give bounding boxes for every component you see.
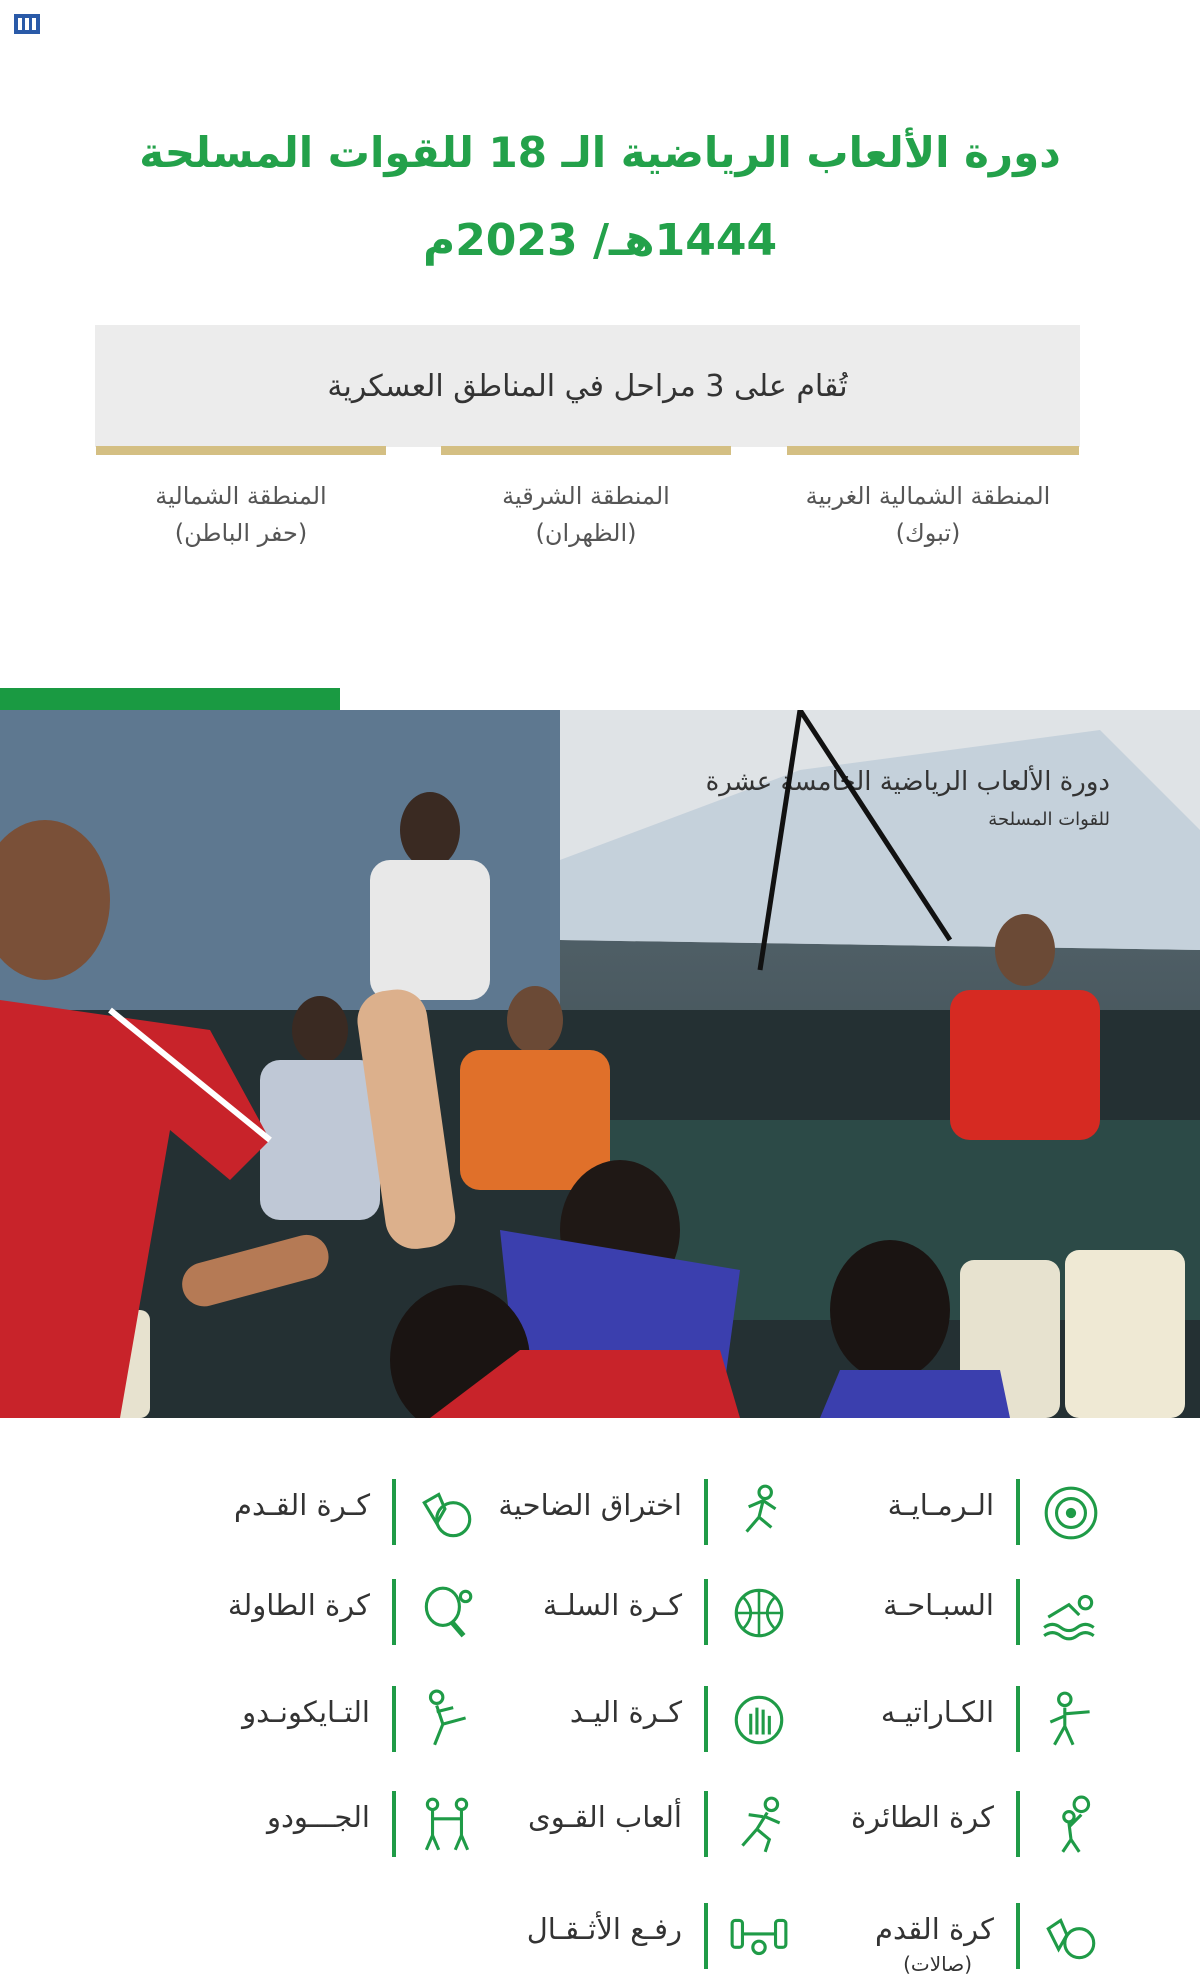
sport-label: الكـاراتيـه bbox=[880, 1695, 994, 1729]
sport-divider bbox=[704, 1579, 708, 1645]
sport-item bbox=[460, 1574, 790, 1654]
spa-logo-icon bbox=[14, 14, 40, 34]
sport-item bbox=[460, 1898, 790, 1978]
sport-label: رفـع الأثـقـال bbox=[526, 1912, 682, 1946]
sport-sublabel: (صالات) bbox=[903, 1952, 972, 1976]
runner-icon bbox=[728, 1482, 790, 1544]
region-northwest bbox=[763, 478, 1093, 552]
sport-label: كـرة القـدم bbox=[234, 1488, 370, 1522]
region-east bbox=[421, 478, 751, 552]
athletics-icon bbox=[728, 1794, 790, 1856]
sport-divider bbox=[704, 1791, 708, 1857]
sport-divider bbox=[1016, 1791, 1020, 1857]
sport-label: السبـاحـة bbox=[883, 1588, 994, 1622]
handball-photo bbox=[0, 710, 1200, 1418]
basketball-icon bbox=[728, 1582, 790, 1644]
sport-divider bbox=[1016, 1479, 1020, 1545]
sport-divider bbox=[392, 1479, 396, 1545]
handball-icon bbox=[728, 1689, 790, 1751]
region-divider bbox=[441, 446, 731, 455]
sport-item bbox=[148, 1574, 478, 1654]
sport-divider bbox=[1016, 1903, 1020, 1969]
sport-divider bbox=[704, 1686, 708, 1752]
sport-label: كـرة السلـة bbox=[542, 1588, 682, 1622]
sport-label: التـايكونـدو bbox=[242, 1695, 370, 1729]
futsal-icon bbox=[1040, 1906, 1102, 1968]
sport-item bbox=[148, 1474, 478, 1554]
region-city: (الظهران) bbox=[535, 519, 637, 547]
sport-divider bbox=[392, 1791, 396, 1857]
stages-banner-text: تُقام على 3 مراحل في المناطق العسكرية bbox=[327, 368, 848, 404]
sport-item bbox=[148, 1681, 478, 1761]
sport-label: الـرمـايـة bbox=[887, 1488, 994, 1522]
volleyball-icon bbox=[1040, 1794, 1102, 1856]
sport-label: كـرة اليـد bbox=[569, 1695, 682, 1729]
sports-grid bbox=[0, 1418, 1200, 1988]
sport-item bbox=[772, 1474, 1102, 1554]
sport-item bbox=[772, 1898, 1102, 1978]
region-city: (تبوك) bbox=[895, 519, 961, 547]
sport-label: كرة الطائرة bbox=[850, 1800, 994, 1834]
sport-item bbox=[772, 1574, 1102, 1654]
photo-banner-text: دورة الألعاب الرياضية الخامسة عشرة bbox=[705, 767, 1110, 797]
football-icon bbox=[416, 1482, 478, 1544]
stages-banner bbox=[95, 325, 1080, 447]
swimmer-icon bbox=[1040, 1582, 1102, 1644]
sport-divider bbox=[1016, 1579, 1020, 1645]
photo-banner-text-2: للقوات المسلحة bbox=[988, 809, 1110, 830]
sport-label: كرة القدم bbox=[875, 1912, 994, 1946]
sport-divider bbox=[1016, 1686, 1020, 1752]
region-city: (حفر الباطن) bbox=[174, 519, 308, 547]
sport-divider bbox=[704, 1903, 708, 1969]
region-name: المنطقة الشمالية الغربية bbox=[805, 482, 1051, 510]
sport-item bbox=[772, 1681, 1102, 1761]
weightlifting-icon bbox=[728, 1906, 790, 1968]
page-subtitle-year: 1444هـ/ 2023م bbox=[422, 215, 778, 266]
sport-divider bbox=[392, 1579, 396, 1645]
sport-item bbox=[460, 1474, 790, 1554]
table-tennis-icon bbox=[416, 1582, 478, 1644]
sport-divider bbox=[392, 1686, 396, 1752]
sport-item bbox=[460, 1786, 790, 1866]
region-name: المنطقة الشمالية bbox=[155, 482, 327, 510]
region-divider bbox=[787, 446, 1079, 455]
sport-label: اختراق الضاحية bbox=[498, 1488, 682, 1522]
sport-divider bbox=[704, 1479, 708, 1545]
page-title: دورة الألعاب الرياضية الـ 18 للقوات المسلحة bbox=[139, 128, 1061, 177]
sport-label: كرة الطاولة bbox=[227, 1588, 370, 1622]
target-icon bbox=[1040, 1482, 1102, 1544]
region-name: المنطقة الشرقية bbox=[502, 482, 670, 510]
sport-label: ألعاب القـوى bbox=[528, 1800, 682, 1834]
region-north bbox=[76, 478, 406, 552]
region-divider bbox=[96, 446, 386, 455]
karate-icon bbox=[1040, 1689, 1102, 1751]
taekwondo-icon bbox=[416, 1689, 478, 1751]
sport-item bbox=[772, 1786, 1102, 1866]
sport-label: الجـــودو bbox=[266, 1800, 370, 1834]
sport-item bbox=[148, 1786, 478, 1866]
judo-icon bbox=[416, 1794, 478, 1856]
sport-item bbox=[460, 1681, 790, 1761]
